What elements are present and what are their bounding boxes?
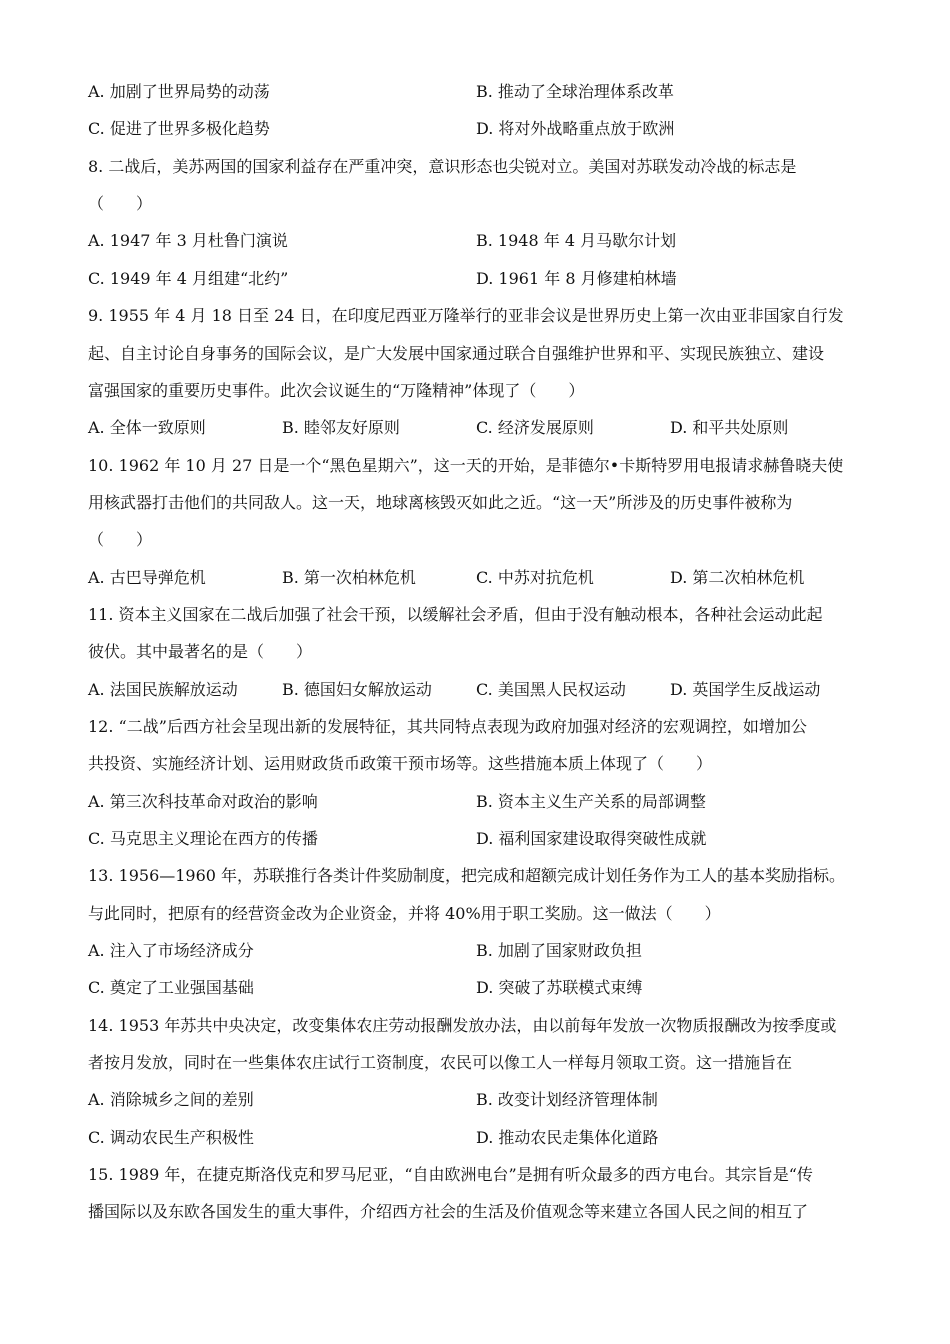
q13-stem-line-1: 13. 1956—1960 年，苏联推行各类计件奖励制度，把完成和超额完成计划任务作为工人的基本奖励指标。: [88, 866, 846, 885]
q9-stem-line-2: 起、自主讨论自身事务的国际会议，是广大发展中国家通过联合自强维护世界和平、实现民族独立、建设: [88, 344, 825, 363]
q13-option-a: A. 注入了市场经济成分: [88, 941, 254, 960]
q8-option-d: D. 1961 年 8 月修建柏林墙: [476, 269, 677, 288]
q13-option-c: C. 奠定了工业强国基础: [88, 978, 254, 997]
q9-stem-line-3: 富强国家的重要历史事件。此次会议诞生的“万隆精神”体现了（ ）: [88, 381, 585, 400]
q11-option-c: C. 美国黑人民权运动: [476, 680, 626, 699]
q10-option-a: A. 古巴导弹危机: [88, 568, 206, 587]
q10-option-b: B. 第一次柏林危机: [282, 568, 416, 587]
q8-option-c: C. 1949 年 4 月组建“北约”: [88, 269, 289, 288]
q8-option-b: B. 1948 年 4 月马歇尔计划: [476, 231, 677, 250]
q7-option-a: A. 加剧了世界局势的动荡: [88, 82, 270, 101]
q9-option-a: A. 全体一致原则: [88, 418, 206, 437]
q14-option-d: D. 推动农民走集体化道路: [476, 1128, 659, 1147]
q12-option-b: B. 资本主义生产关系的局部调整: [476, 792, 706, 811]
q10-option-d: D. 第二次柏林危机: [670, 568, 805, 587]
q10-stem-line-2: 用核武器打击他们的共同敌人。这一天，地球离核毁灭如此之近。“这一天”所涉及的历史事件被称为: [88, 493, 793, 512]
q9-option-b: B. 睦邻友好原则: [282, 418, 400, 437]
q15-stem-line-1: 15. 1989 年，在捷克斯洛伐克和罗马尼亚，“自由欧洲电台”是拥有听众最多的西方电台。其宗旨是“传: [88, 1165, 813, 1184]
q12-option-a: A. 第三次科技革命对政治的影响: [88, 792, 318, 811]
q11-option-d: D. 英国学生反战运动: [670, 680, 821, 699]
q11-option-b: B. 德国妇女解放运动: [282, 680, 432, 699]
q8-stem-line-2: （ ）: [88, 194, 153, 213]
q13-option-b: B. 加剧了国家财政负担: [476, 941, 642, 960]
q12-stem-line-1: 12. “二战”后西方社会呈现出新的发展特征，其共同特点表现为政府加强对经济的宏观调控，如增加公: [88, 717, 807, 736]
q10-stem-line-1: 10. 1962 年 10 月 27 日是一个“黑色星期六”，这一天的开始，是菲德尔•卡斯特罗用电报请求赫鲁晓夫使: [88, 456, 844, 475]
q10-stem-line-3: （ ）: [88, 530, 153, 549]
q7-option-c: C. 促进了世界多极化趋势: [88, 119, 270, 138]
q8-option-a: A. 1947 年 3 月杜鲁门演说: [88, 231, 288, 250]
q11-stem-line-2: 彼伏。其中最著名的是（ ）: [88, 642, 313, 661]
q9-option-d: D. 和平共处原则: [670, 418, 789, 437]
q11-stem-line-1: 11. 资本主义国家在二战后加强了社会干预，以缓解社会矛盾，但由于没有触动根本，各种社会运动此起: [88, 605, 823, 624]
q14-option-a: A. 消除城乡之间的差别: [88, 1090, 254, 1109]
q13-stem-line-2: 与此同时，把原有的经营资金改为企业资金，并将 40%用于职工奖励。这一做法（ ）: [88, 904, 721, 923]
q7-option-d: D. 将对外战略重点放于欧洲: [476, 119, 675, 138]
q14-option-b: B. 改变计划经济管理体制: [476, 1090, 658, 1109]
q14-stem-line-2: 者按月发放，同时在一些集体农庄试行工资制度，农民可以像工人一样每月领取工资。这一措施旨在: [88, 1053, 793, 1072]
q12-stem-line-2: 共投资、实施经济计划、运用财政货币政策干预市场等。这些措施本质上体现了（ ）: [88, 754, 713, 773]
q9-stem-line-1: 9. 1955 年 4 月 18 日至 24 日，在印度尼西亚万隆举行的亚非会议是世界历史上第一次由亚非国家自行发: [88, 306, 844, 325]
q10-option-c: C. 中苏对抗危机: [476, 568, 594, 587]
q14-stem-line-1: 14. 1953 年苏共中央决定，改变集体农庄劳动报酬发放办法，由以前每年发放一次物质报酬改为按季度或: [88, 1016, 837, 1035]
q9-option-c: C. 经济发展原则: [476, 418, 594, 437]
q13-option-d: D. 突破了苏联模式束缚: [476, 978, 643, 997]
q14-option-c: C. 调动农民生产积极性: [88, 1128, 254, 1147]
q11-option-a: A. 法国民族解放运动: [88, 680, 238, 699]
q12-option-c: C. 马克思主义理论在西方的传播: [88, 829, 318, 848]
q12-option-d: D. 福利国家建设取得突破性成就: [476, 829, 707, 848]
q15-stem-line-2: 播国际以及东欧各国发生的重大事件，介绍西方社会的生活及价值观念等来建立各国人民之间的相互了: [88, 1202, 809, 1221]
q7-option-b: B. 推动了全球治理体系改革: [476, 82, 674, 101]
q8-stem-line-1: 8. 二战后，美苏两国的国家利益存在严重冲突，意识形态也尖锐对立。美国对苏联发动冷战的标志是: [88, 157, 797, 176]
